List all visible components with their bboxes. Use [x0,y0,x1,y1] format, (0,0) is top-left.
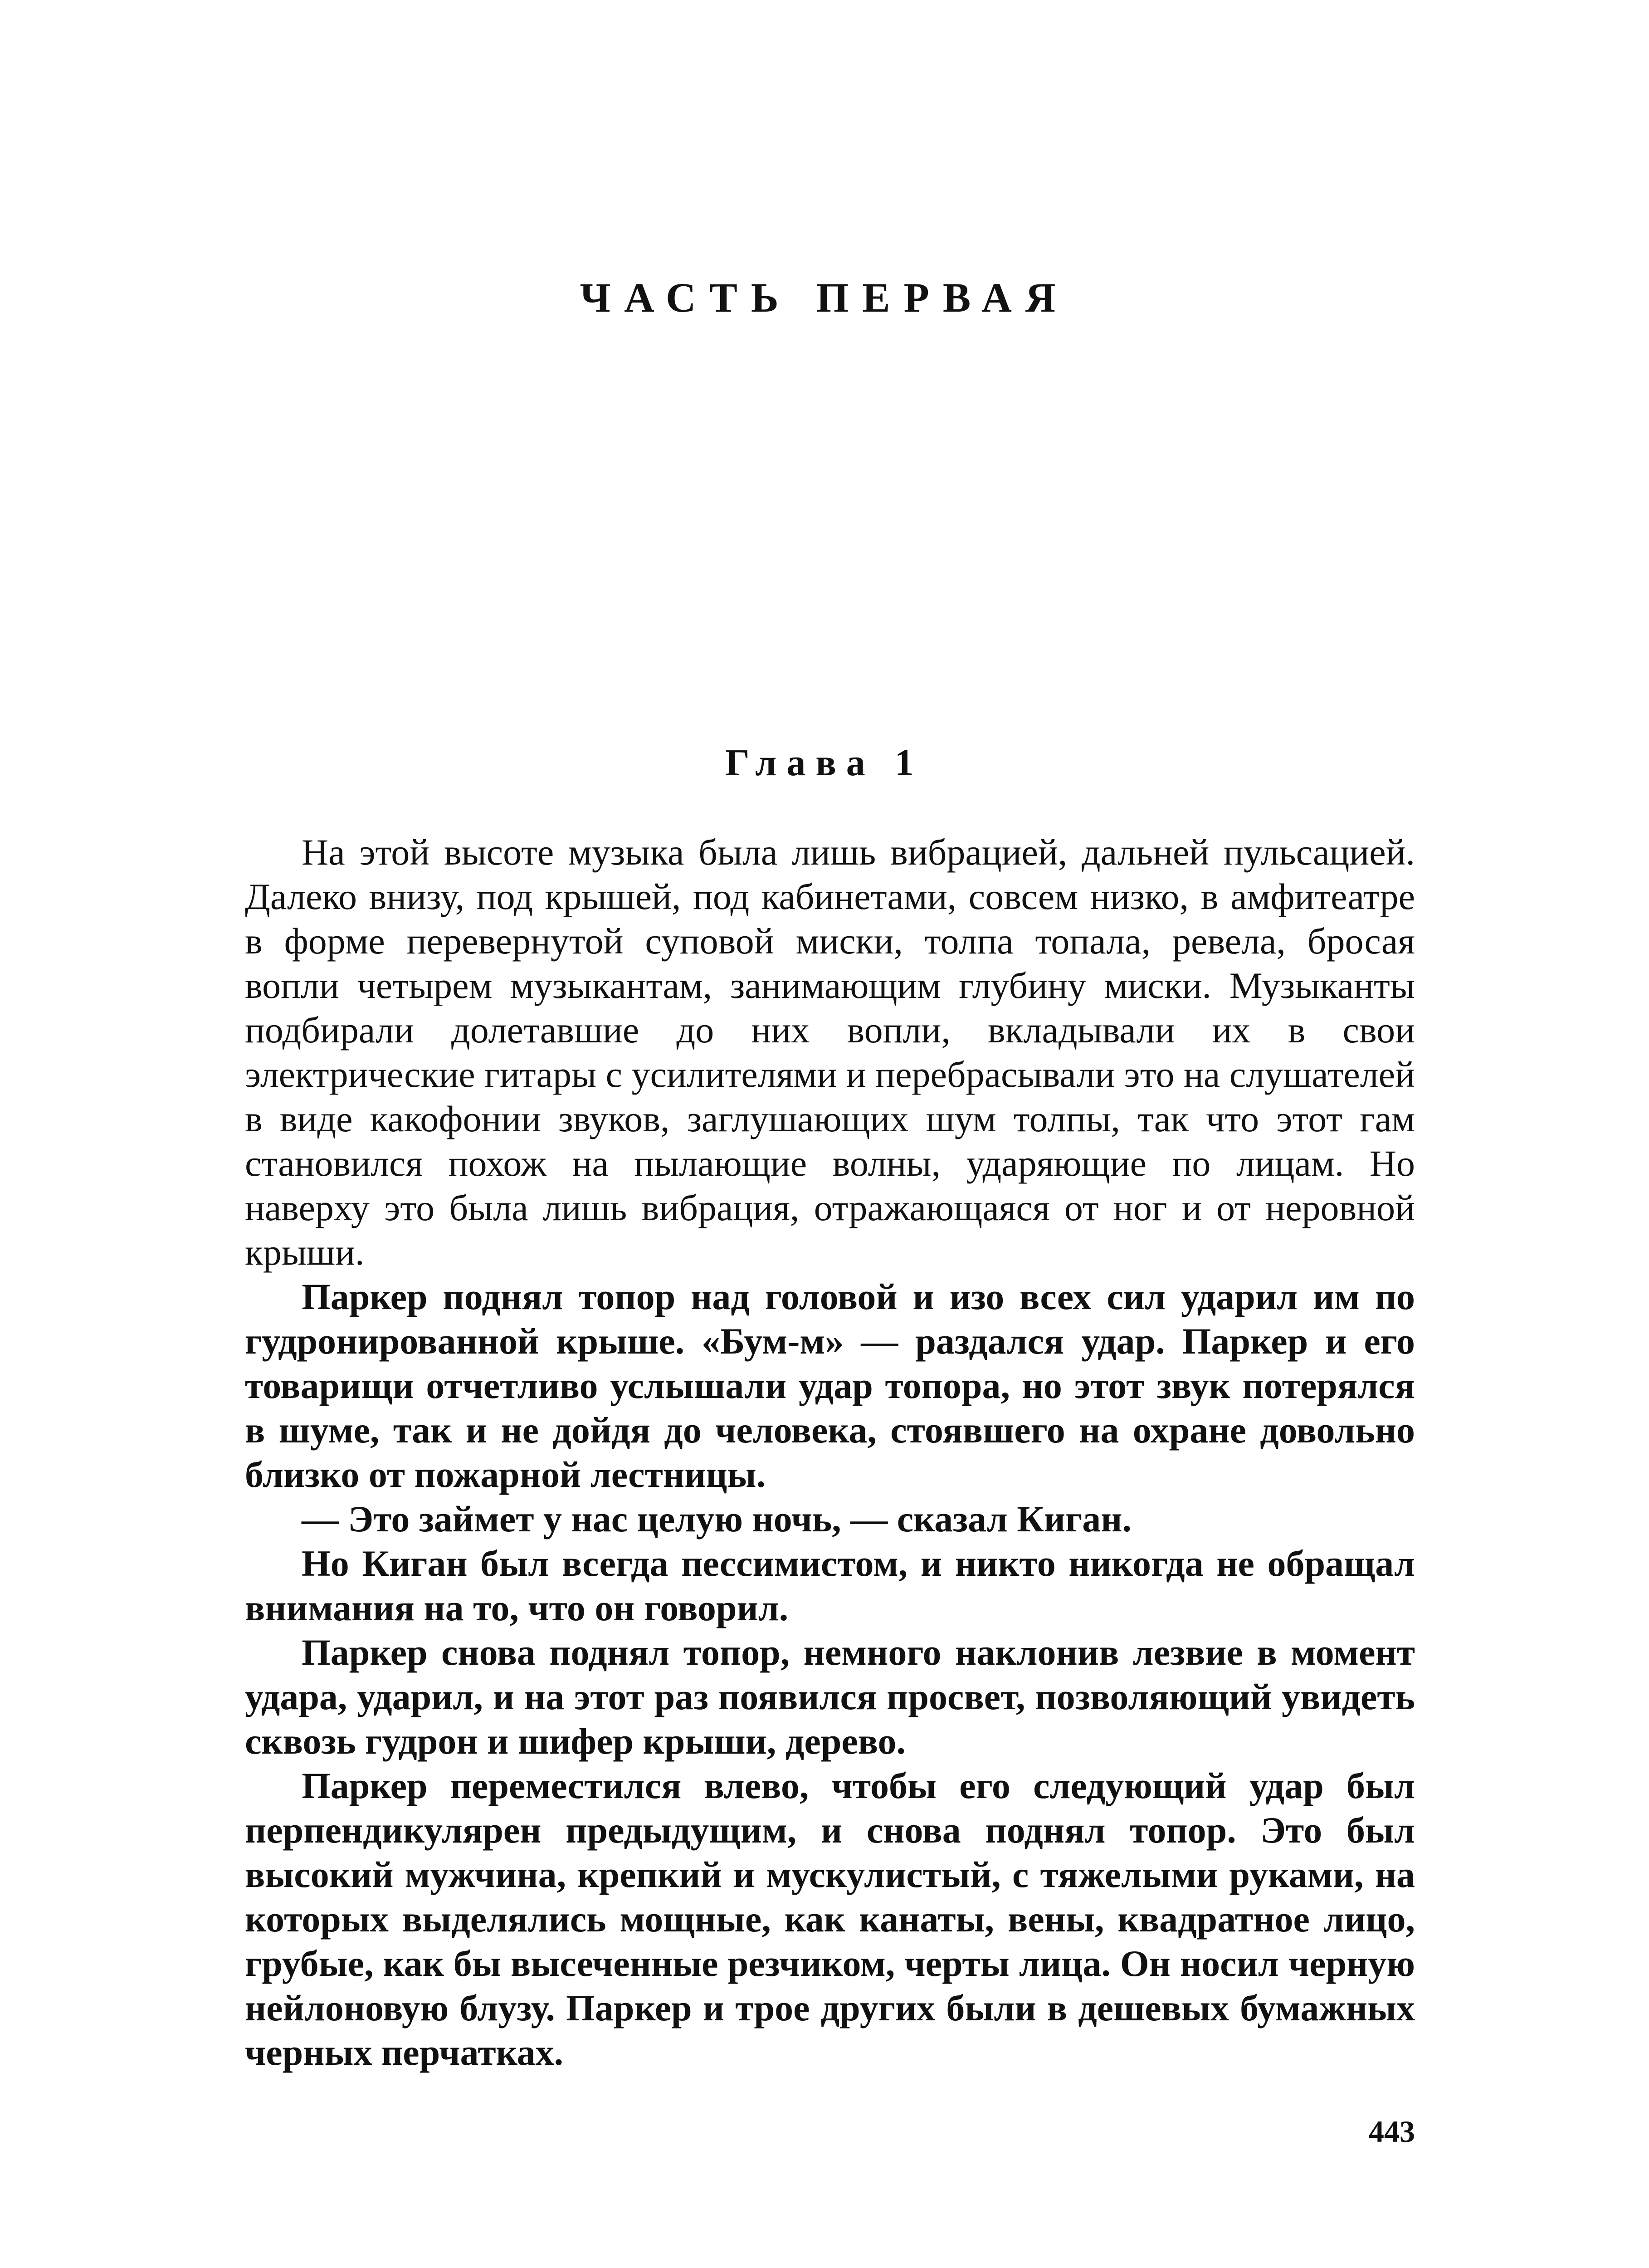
chapter-title: Глава 1 [725,742,924,784]
paragraph: Паркер переместился влево, чтобы его следующий удар был перпендикулярен предыдущим, и снова поднял топор. Это был высокий мужчина, крепкий и мускулистый, с тяжелыми руками, на которых выделялись мощные, как канаты, вены, квадратное лицо, грубые, как бы высеченные резчиком, черты лица. Он носил черную нейлоновую блузу. Паркер и трое других были в дешевых бумажных черных перчатках. [245,1765,1415,2073]
paragraph: — Это займет у нас целую ночь, — сказал Киган. [302,1498,1132,1540]
page-number: 443 [1369,2114,1415,2149]
paragraph: Но Киган был всегда пессимистом, и никто никогда не обращал внимания на то, что он говорил. [245,1543,1415,1628]
paragraph: Паркер снова поднял топор, немного наклонив лезвие в момент удара, ударил, и на этот раз появился просвет, позволяющий увидеть сквозь гудрон и шифер крыши, дерево. [245,1632,1415,1762]
part-title: ЧАСТЬ ПЕРВАЯ [580,274,1069,321]
paragraph: На этой высоте музыка была лишь вибрацией, дальней пульсацией. Далеко внизу, под крышей, под кабинетами, совсем низко, в амфитеатре в форме перевернутой суповой миски, толпа топала, ревела, бросая вопли четырем музыкантам, занимающим глубину миски. Музыканты подбирали долетавшие до них вопли, вкладывали их в свои электрические гитары с усилителями и перебрасывали это на слушателей в виде какофонии звуков, заглушающих шум толпы, так что этот гам становился похож на пылающие волны, ударяющие по лицам. Но наверху это была лишь вибрация, отражающаяся от ног и от неровной крыши. [245,831,1415,1273]
chapter-body [245,830,1415,2075]
paragraph: Паркер поднял топор над головой и изо всех сил ударил им по гудронированной крыше. «Бум-м» — раздался удар. Паркер и его товарищи отчетливо услышали удар топора, но этот звук потерялся в шуме, так и не дойдя до человека, стоявшего на охране довольно близко от пожарной лестницы. [245,1276,1415,1495]
